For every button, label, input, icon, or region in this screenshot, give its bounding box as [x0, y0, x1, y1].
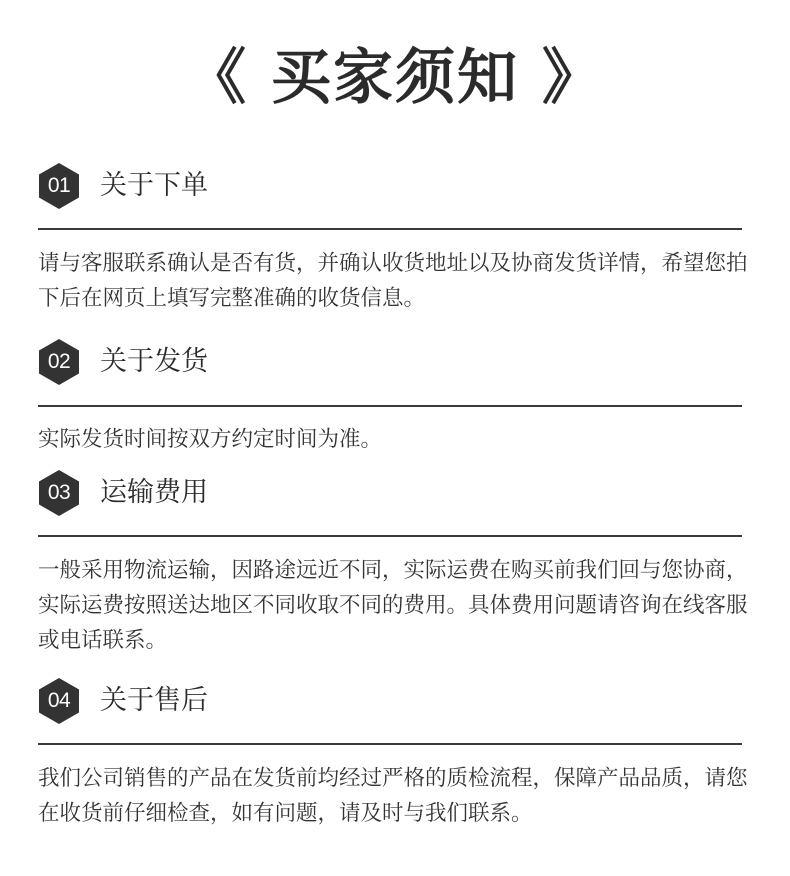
hexagon-number-badge: [38, 338, 80, 386]
section-body: 一般采用物流运输，因路途远近不同，实际运费在购买前我们回与您协商，实际运费按照送达地区不同收取不同的费用。具体费用问题请咨询在线客服或电话联系。: [38, 558, 748, 653]
section-heading: 关于下单: [100, 170, 208, 201]
section-heading: 关于售后: [100, 685, 208, 716]
section-heading: 关于发货: [100, 346, 208, 377]
section-header: [38, 677, 742, 725]
section-divider: [38, 228, 742, 230]
section-body: 我们公司销售的产品在发货前均经过严格的质检流程，保障产品品质，请您在收货前仔细检查，如有问题，请及时与我们联系。: [38, 766, 748, 826]
section-divider: [38, 405, 742, 407]
section-after-sales: [38, 677, 748, 826]
hexagon-number-badge: [38, 469, 80, 517]
section-number: 01: [47, 174, 71, 197]
page-title: 《 买家须知 》: [186, 43, 604, 113]
section-number: 04: [47, 689, 71, 712]
section-body: 实际发货时间按双方约定时间为准。: [38, 427, 383, 452]
hexagon-number-badge: [38, 677, 80, 725]
section-divider: [38, 743, 742, 745]
section-heading: 运输费用: [100, 477, 208, 508]
section-shipping: [38, 338, 742, 452]
section-header: [38, 469, 742, 517]
section-divider: [38, 535, 742, 537]
section-number: 03: [47, 481, 71, 504]
hexagon-number-badge: [38, 162, 80, 210]
section-ordering: [38, 162, 748, 311]
section-number: 02: [47, 350, 71, 373]
section-body: 请与客服联系确认是否有货，并确认收货地址以及协商发货详情，希望您拍下后在网页上填写完整准确的收货信息。: [38, 251, 748, 311]
section-header: [38, 338, 742, 386]
section-shipping-fee: [38, 469, 748, 653]
section-header: [38, 162, 742, 210]
